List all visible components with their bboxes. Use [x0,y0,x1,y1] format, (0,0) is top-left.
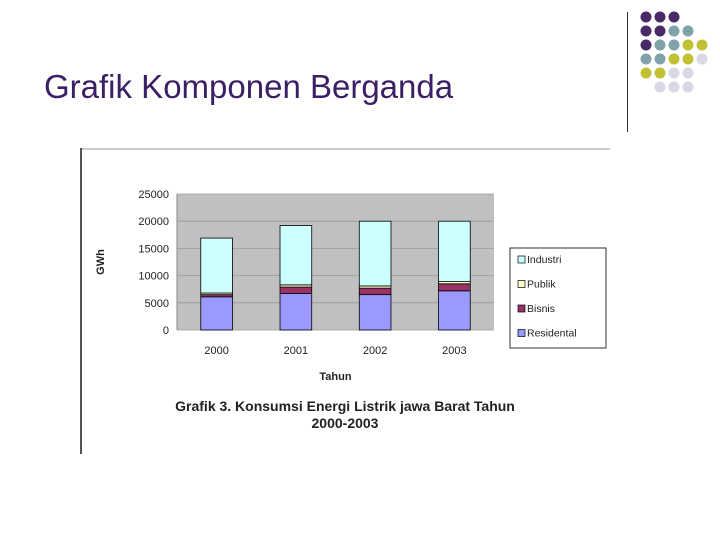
chart-caption [80,398,610,432]
y-tick-label: 5000 [144,297,169,310]
decorative-dot [641,12,652,23]
decorative-dot [669,68,680,79]
decorative-dot [683,54,694,65]
bar-segment-industri [359,221,391,286]
legend-label: Industri [527,254,562,266]
decorative-divider [627,12,628,132]
decorative-dot [669,54,680,65]
x-tick-label: 2003 [442,345,467,357]
decorative-dot [655,82,666,93]
bar-segment-industri [280,226,312,285]
chart-caption-line-2: 2000-2003 [311,415,379,431]
y-tick-label: 0 [162,325,169,337]
decorative-dot [655,26,666,37]
decorative-dot [655,40,666,51]
decorative-dot [697,54,708,65]
decorative-dot [683,26,694,37]
decorative-dot [669,12,680,23]
decorative-dot [641,26,652,37]
decorative-dot [641,40,652,51]
legend-swatch [518,256,525,263]
bar-segment-residental [359,295,391,330]
slide-title: Grafik Komponen Berganda [44,68,454,105]
chart-figure [80,148,610,454]
decorative-dot [641,54,652,65]
bar-segment-bisnis [439,284,471,291]
x-tick-label: 2002 [362,345,388,357]
y-tick-label: 15000 [138,243,169,256]
decorative-dot [655,54,666,65]
chart-caption-line-1: Grafik 3. Konsumsi Energi Listrik jawa Barat Tahun [175,398,515,414]
y-axis-label: GWh [95,249,107,275]
y-tick-label: 20000 [138,216,169,229]
legend-label: Residental [527,327,577,340]
bar-segment-industri [201,238,233,293]
decorative-dot [697,40,708,51]
y-tick-label: 10000 [138,270,169,283]
x-axis-label: Tahun [319,371,352,383]
bar-segment-industri [439,221,471,281]
x-tick-label: 2000 [204,345,229,357]
legend-swatch [518,281,525,288]
y-tick-label: 25000 [138,189,169,201]
x-tick-label: 2001 [283,345,309,357]
decorative-dot [655,68,666,79]
decorative-dot [669,40,680,51]
bar-segment-bisnis [280,287,312,294]
decorative-dot [669,26,680,37]
decorative-dot [655,12,666,23]
decorative-dot-grid [0,0,720,140]
bar-segment-residental [280,294,312,330]
decorative-dot [641,68,652,79]
bar-segment-residental [201,297,233,330]
stacked-bar-chart [80,148,610,398]
legend-swatch [518,330,525,337]
decorative-dot [669,82,680,93]
decorative-dot [683,82,694,93]
bar-segment-bisnis [359,288,391,295]
legend-swatch [518,305,525,312]
legend-label: Bisnis [527,303,556,315]
bar-segment-residental [439,291,471,330]
decorative-dot [683,68,694,79]
legend-label: Publik [527,278,556,291]
decorative-dot [683,40,694,51]
